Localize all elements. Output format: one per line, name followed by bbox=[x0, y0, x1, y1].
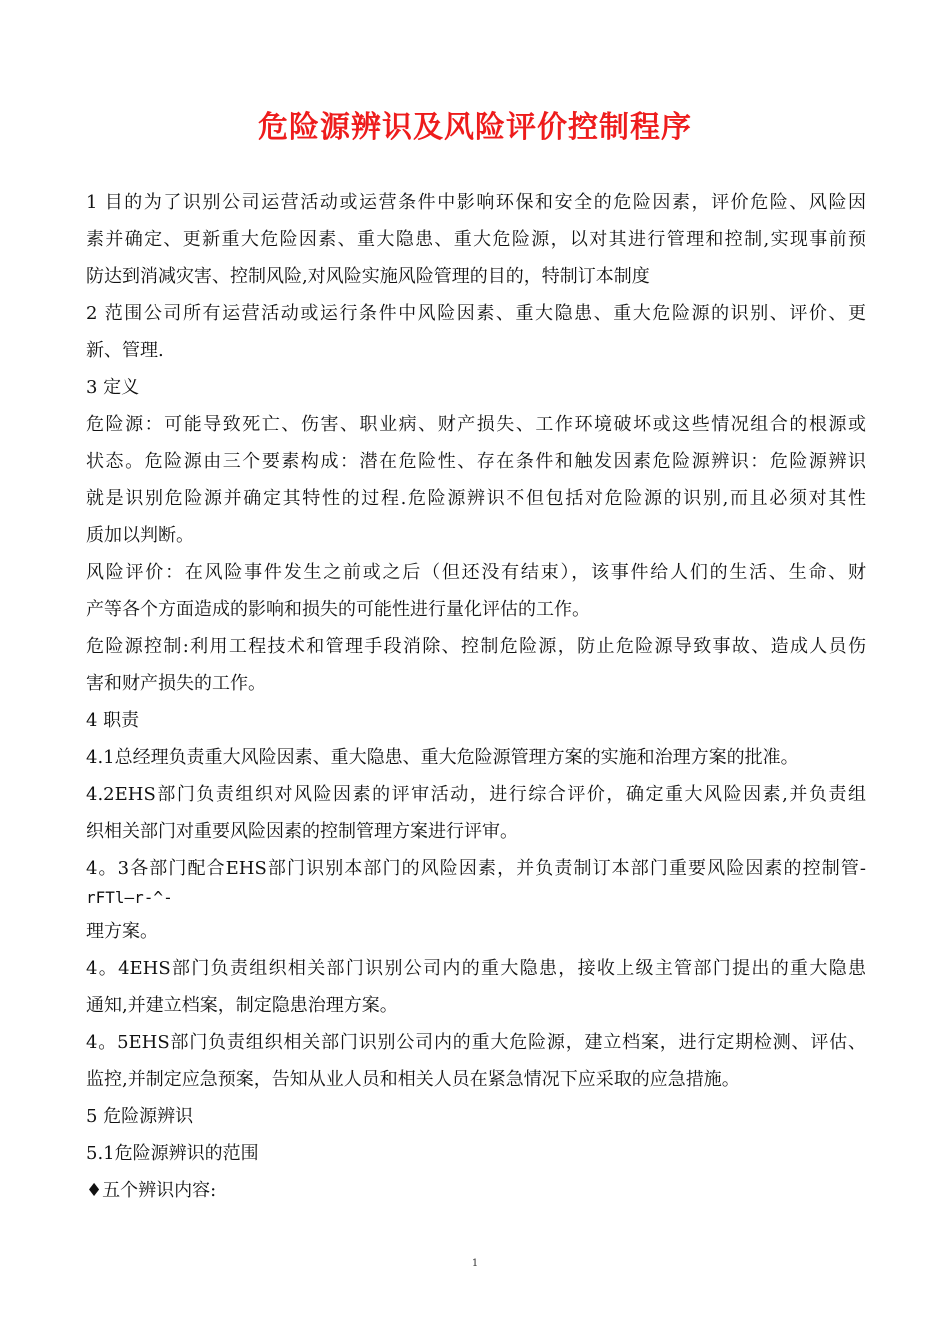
document-title: 危险源辨识及风险评价控制程序 bbox=[258, 110, 692, 145]
page-number: 1 bbox=[471, 1258, 479, 1269]
text-line: 通知,并建立档案，制定隐患治理方案。 bbox=[86, 995, 398, 1016]
section-heading: 5 危险源辨识 bbox=[86, 1106, 194, 1127]
text-line: 4。5EHS部门负责组织相关部门识别公司内的重大危险源，建立档案，进行定期检测、评估、 bbox=[86, 1032, 866, 1053]
text-line: 就是识别危险源并确定其特性的过程.危险源辨识不但包括对危险源的识别,而且必须对其性 bbox=[86, 488, 866, 509]
text-line: 4。3各部门配合EHS部门识别本部门的风险因素，并负责制订本部门重要风险因素的控制管- bbox=[86, 858, 866, 879]
text-line: 新、管理. bbox=[86, 340, 164, 361]
text-line: 4.2EHS部门负责组织对风险因素的评审活动，进行综合评价，确定重大风险因素,并负责组 bbox=[86, 784, 866, 805]
text-line: 4。4EHS部门负责组织相关部门识别公司内的重大隐患，接收上级主管部门提出的重大隐患 bbox=[86, 958, 866, 979]
text-line: 素并确定、更新重大危险因素、重大隐患、重大危险源，以对其进行管理和控制,实现事前预 bbox=[86, 229, 866, 250]
text-line: 监控,并制定应急预案，告知从业人员和相关人员在紧急情况下应采取的应急措施。 bbox=[86, 1069, 740, 1090]
section-heading: 4 职责 bbox=[86, 710, 140, 731]
text-line: 风险评价：在风险事件发生之前或之后（但还没有结束），该事件给人们的生活、生命、财 bbox=[86, 562, 866, 583]
text-line: 产等各个方面造成的影响和损失的可能性进行量化评估的工作。 bbox=[86, 599, 590, 620]
text-line: rFTl—r-^- bbox=[86, 888, 173, 907]
section-heading: 3 定义 bbox=[86, 377, 140, 398]
text-line: 2 范围公司所有运营活动或运行条件中风险因素、重大隐患、重大危险源的识别、评价、更 bbox=[86, 303, 866, 324]
bullet-item: ♦五个辨识内容: bbox=[86, 1180, 217, 1201]
document-body bbox=[86, 184, 866, 1209]
text-line: 危险源控制:利用工程技术和管理手段消除、控制危险源，防止危险源导致事故、造成人员伤 bbox=[86, 636, 866, 657]
text-line: 理方案。 bbox=[86, 921, 158, 942]
subsection-heading: 5.1危险源辨识的范围 bbox=[86, 1143, 259, 1164]
text-line: 1 目的为了识别公司运营活动或运营条件中影响环保和安全的危险因素，评价危险、风险因 bbox=[86, 192, 866, 213]
text-line: 危险源：可能导致死亡、伤害、职业病、财产损失、工作环境破坏或这些情况组合的根源或 bbox=[86, 414, 866, 435]
text-line: 害和财产损失的工作。 bbox=[86, 673, 266, 694]
text-line: 防达到消减灾害、控制风险,对风险实施风险管理的目的，特制订本制度 bbox=[86, 266, 650, 287]
text-line: 质加以判断。 bbox=[86, 525, 194, 546]
text-line: 状态。危险源由三个要素构成：潜在危险性、存在条件和触发因素危险源辨识：危险源辨识 bbox=[86, 451, 866, 472]
text-line: 4.1总经理负责重大风险因素、重大隐患、重大危险源管理方案的实施和治理方案的批准。 bbox=[86, 747, 799, 768]
text-line: 织相关部门对重要风险因素的控制管理方案进行评审。 bbox=[86, 821, 518, 842]
